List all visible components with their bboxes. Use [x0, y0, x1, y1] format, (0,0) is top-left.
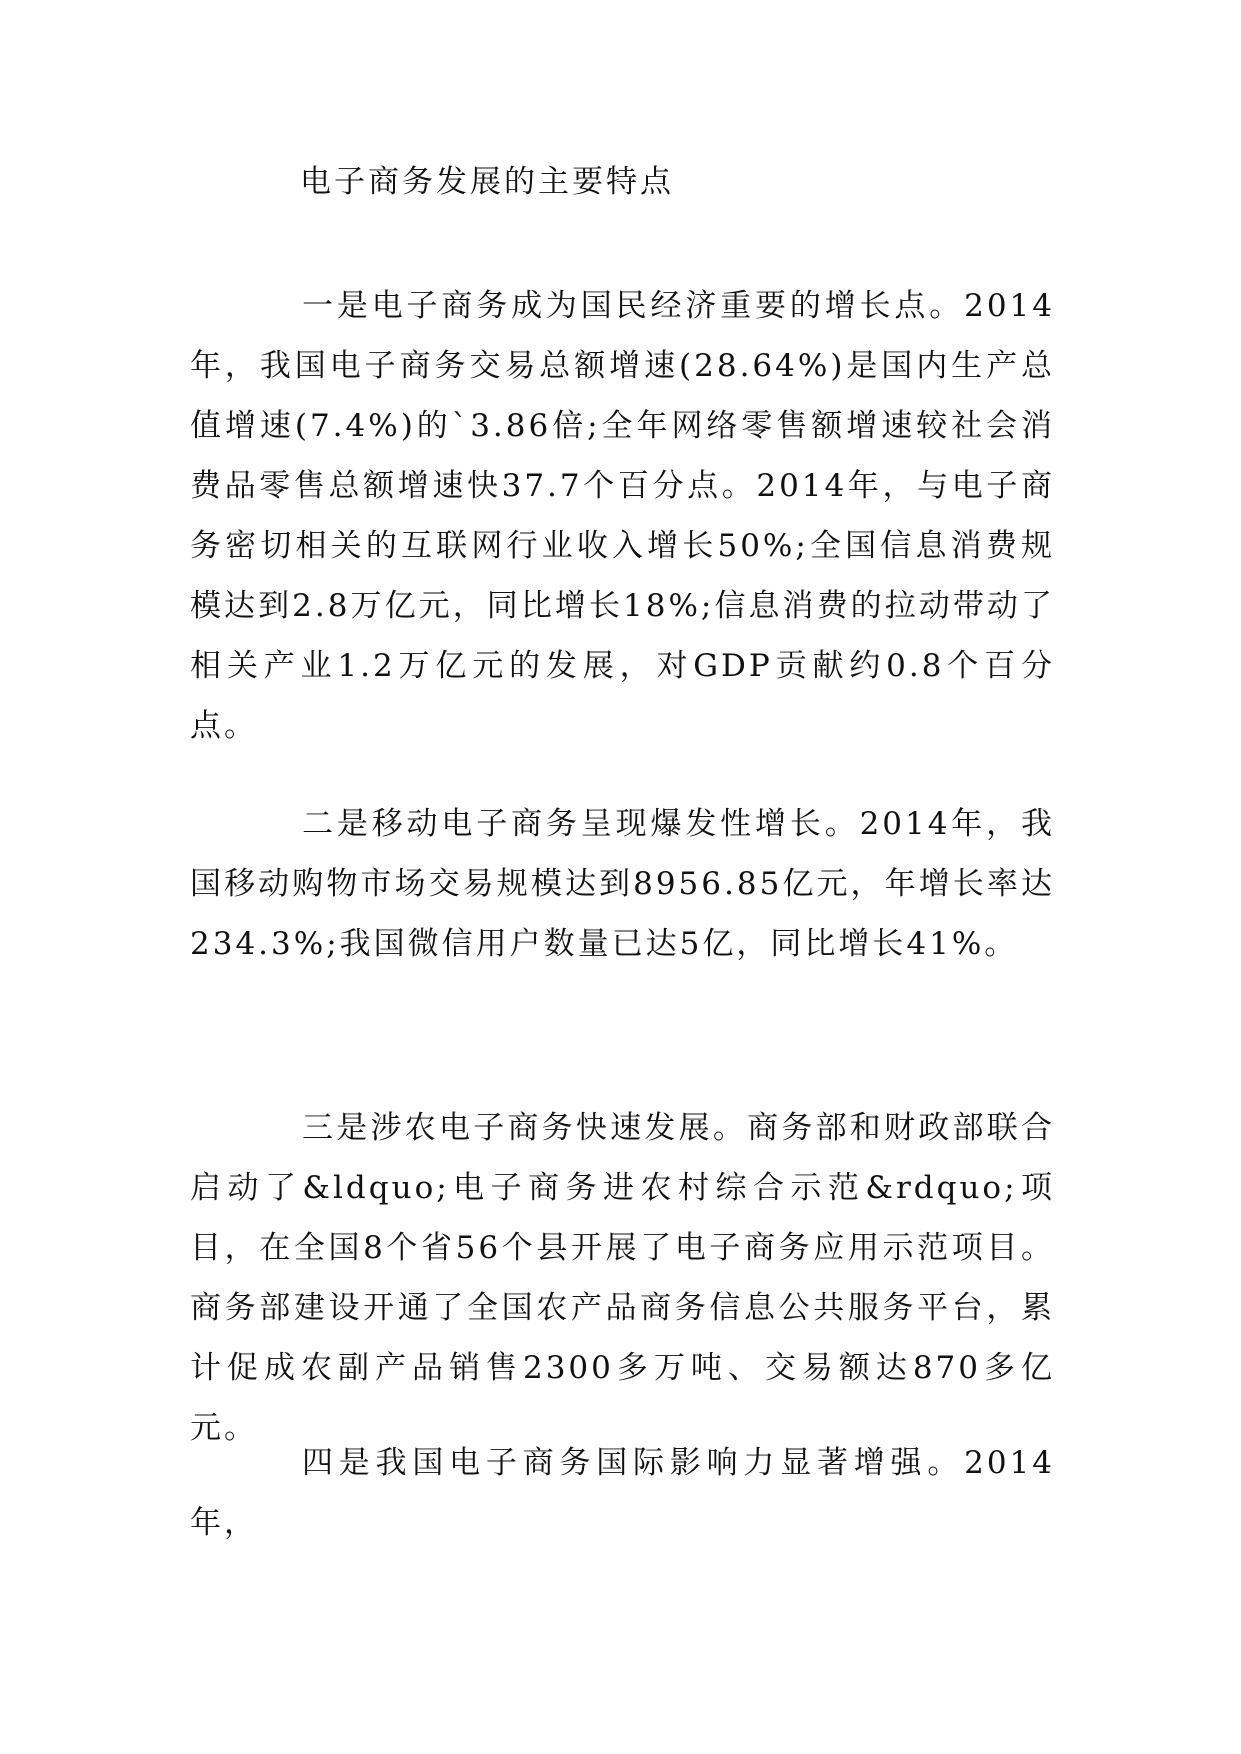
document-title: 电子商务发展的主要特点 — [300, 164, 674, 200]
paragraph-mobile-commerce: 二是移动电子商务呈现爆发性增长。2014年，我国移动购物市场交易规模达到8956.85亿元，年增长率达234.3%;我国微信用户数量已达5亿，同比增长41%。 — [190, 806, 1055, 962]
paragraph-growth-point: 一是电子商务成为国民经济重要的增长点。2014年，我国电子商务交易总额增速(28.64%)是国内生产总值增速(7.4%)的`3.86倍;全年网络零售额增速较社会消费品零售总额增速快37.7个百分点。2014年，与电子商务密切相关的互联网行业收入增长50%;全国信息消费规模达到2.8万亿元，同比增长18%;信息消费的拉动带动了相关产业1.2万亿元的发展，对GDP贡献约0.8个百分点。 — [190, 288, 1055, 744]
paragraph-rural-commerce: 三是涉农电子商务快速发展。商务部和财政部联合启动了&ldquo;电子商务进农村综合示范&rdquo;项目，在全国8个省56个县开展了电子商务应用示范项目。商务部建设开通了全国农产品商务信息公共服务平台，累计促成农副产品销售2300多万吨、交易额达870多亿元。 — [190, 1110, 1055, 1446]
paragraph-international-influence: 四是我国电子商务国际影响力显著增强。2014年， — [190, 1445, 1055, 1541]
